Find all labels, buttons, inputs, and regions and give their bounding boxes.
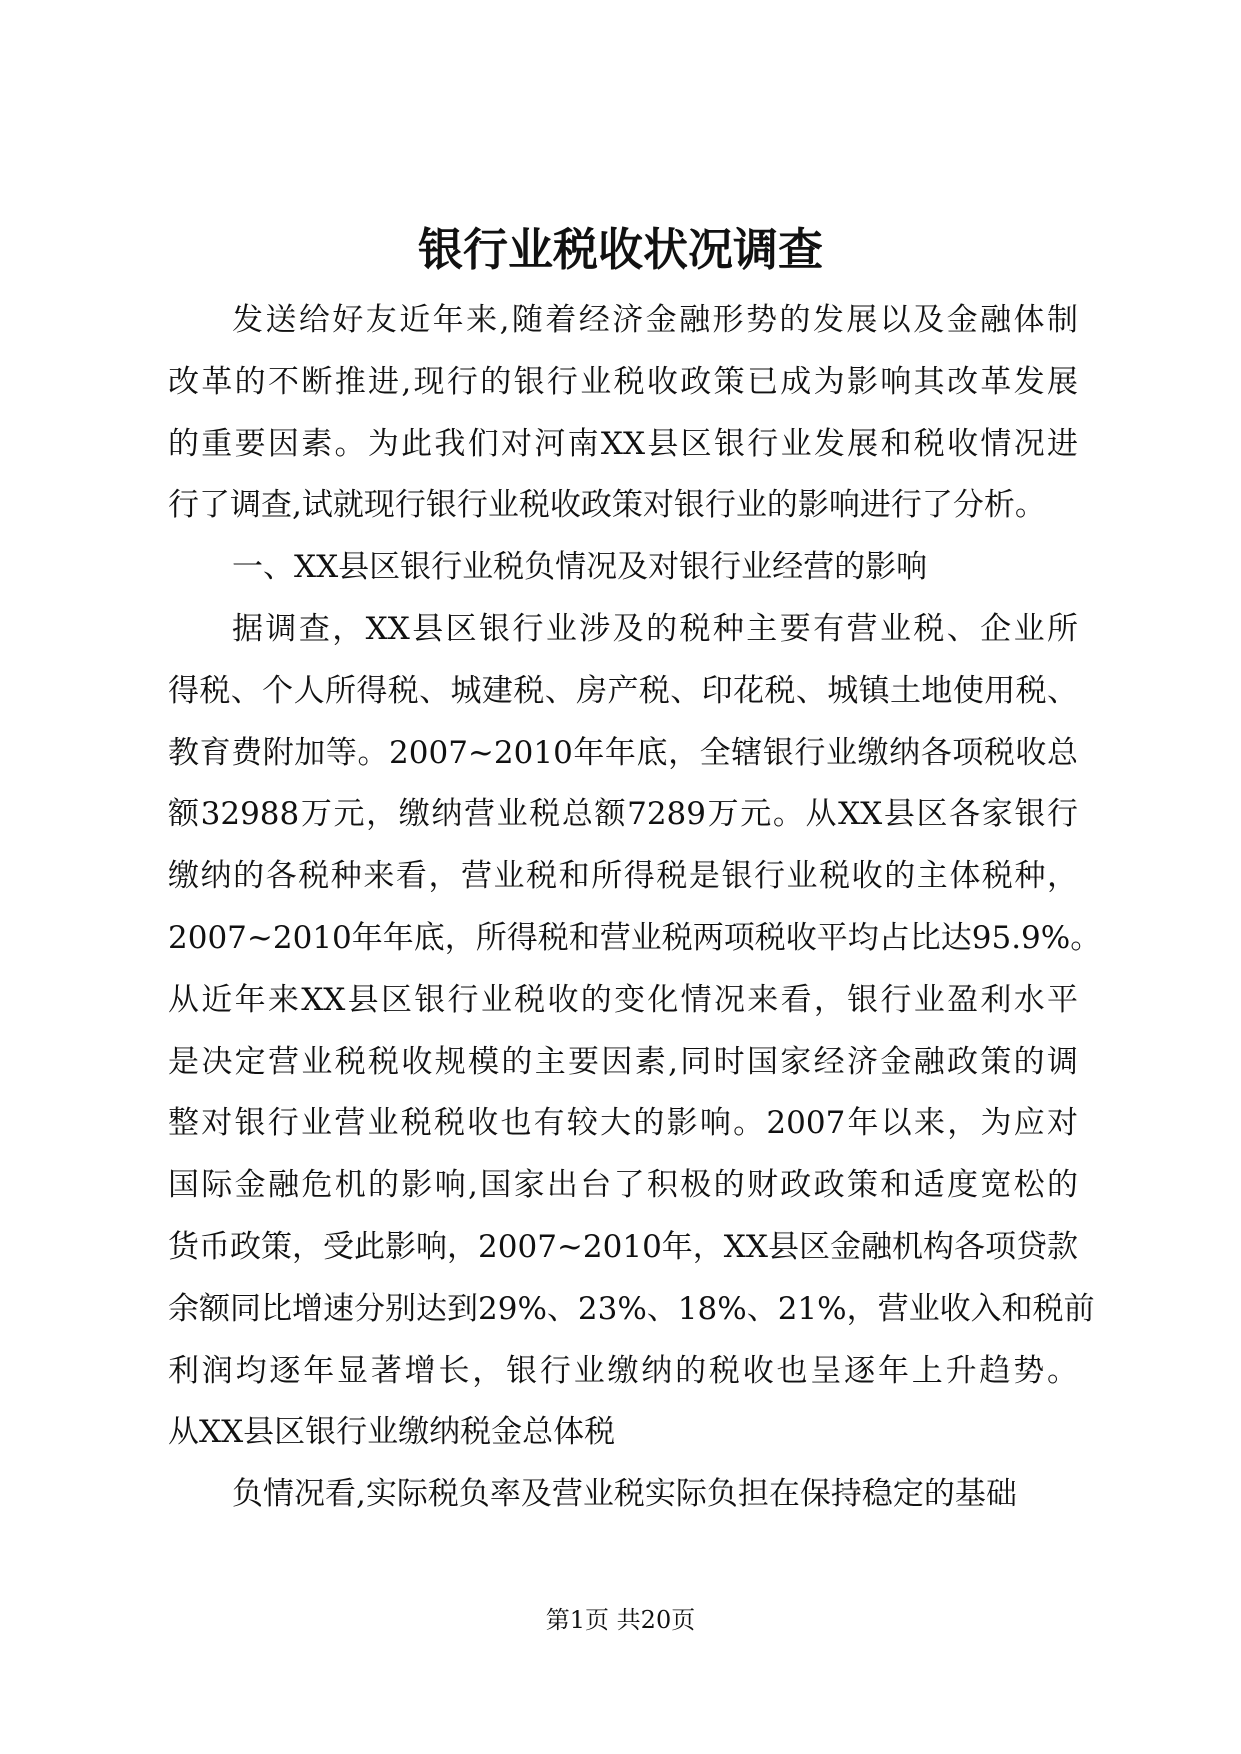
text-line: 的重要因素。为此我们对河南XX县区银行业发展和税收情况进 xyxy=(168,425,1078,462)
text-line: 教育费附加等。2007~2010年年底，全辖银行业缴纳各项税收总 xyxy=(168,734,1078,771)
text-line: 得税、个人所得税、城建税、房产税、印花税、城镇土地使用税、 xyxy=(168,672,1078,709)
paragraph-survey xyxy=(168,599,1102,1464)
section-heading xyxy=(168,537,1078,599)
text-line: 是决定营业税税收规模的主要因素,同时国家经济金融政策的调 xyxy=(168,1043,1078,1080)
paragraph-intro xyxy=(168,290,1078,537)
text-line: 改革的不断推进,现行的银行业税收政策已成为影响其改革发展 xyxy=(168,363,1078,400)
text-line: 缴纳的各税种来看，营业税和所得税是银行业税收的主体税种， xyxy=(168,858,1078,895)
text-line: 货币政策，受此影响，2007~2010年，XX县区金融机构各项贷款 xyxy=(168,1228,1078,1265)
text-line: 整对银行业营业税税收也有较大的影响。2007年以来，为应对 xyxy=(168,1105,1078,1142)
text-line: 2007~2010年年底，所得税和营业税两项税收平均占比达95.9%。 xyxy=(168,919,1102,956)
text-line: 额32988万元，缴纳营业税总额7289万元。从XX县区各家银行 xyxy=(168,796,1078,833)
text-line: 据调查，XX县区银行业涉及的税种主要有营业税、企业所 xyxy=(232,610,1078,647)
paragraph-tax-burden xyxy=(168,1464,1078,1526)
document-body xyxy=(168,290,1102,1526)
page-footer xyxy=(0,1605,1241,1635)
text-line: 从XX县区银行业缴纳税金总体税 xyxy=(168,1414,616,1451)
text-line: 余额同比增速分别达到29%、23%、18%、21%，营业收入和税前 xyxy=(168,1290,1095,1327)
text-line: 国际金融危机的影响,国家出台了积极的财政政策和适度宽松的 xyxy=(168,1167,1078,1204)
page-number: 第1页 共20页 xyxy=(545,1606,696,1634)
document-title: 银行业税收状况调查 xyxy=(417,223,823,276)
text-line: 负情况看,实际税负率及营业税实际负担在保持稳定的基础 xyxy=(232,1476,1017,1513)
text-line: 发送给好友近年来,随着经济金融形势的发展以及金融体制 xyxy=(232,302,1078,338)
text-line: 一、XX县区银行业税负情况及对银行业经营的影响 xyxy=(232,549,928,586)
text-line: 利润均逐年显著增长，银行业缴纳的税收也呈逐年上升趋势。 xyxy=(168,1352,1078,1389)
text-line: 行了调查,试就现行银行业税收政策对银行业的影响进行了分析。 xyxy=(168,487,1046,524)
text-line: 从近年来XX县区银行业税收的变化情况来看，银行业盈利水平 xyxy=(168,981,1078,1018)
